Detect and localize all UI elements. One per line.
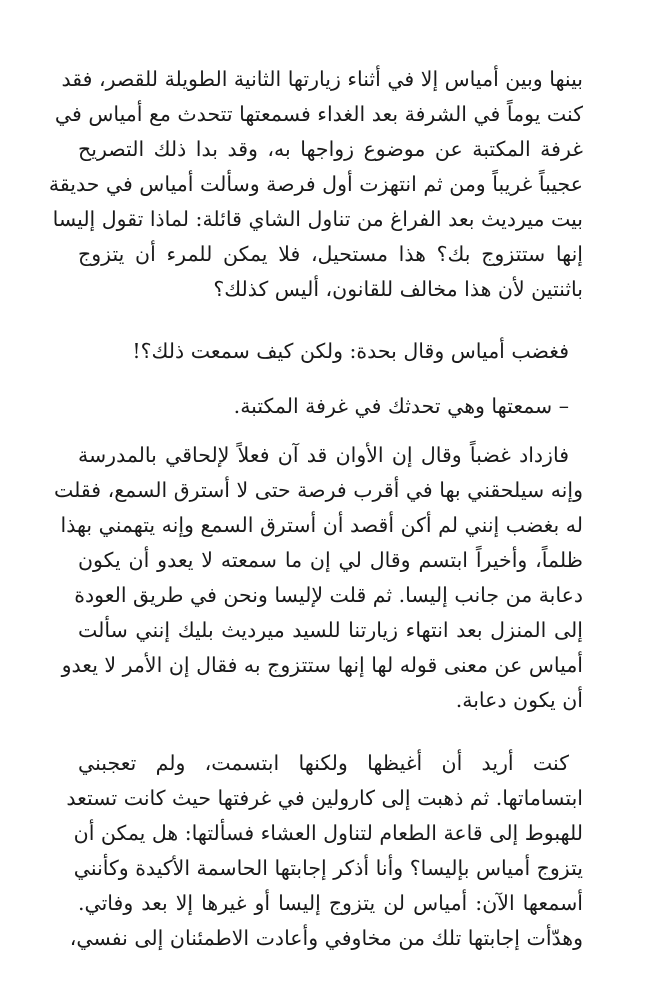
text-line: فازداد غضباً وقال إن الأوان قد آن فعلاً لإلحاقي بالمدرسة <box>78 443 569 467</box>
text-line: بيت ميرديث بعد الفراغ من تناول الشاي قائلة: لماذا تقول إليسا <box>52 207 583 231</box>
dialogue-line: فغضب أمياس وقال بحدة: ولكن كيف سمعت ذلك؟! <box>132 339 569 363</box>
text-line: ابتساماتها. ثم ذهبت إلى كارولين في غرفتها حيث كانت تستعد <box>66 786 583 810</box>
text-line: له بغضب إنني لم أكن أقصد أن أسترق السمع وإنه يتهمني بهذا <box>60 513 583 537</box>
text-line: دعابة من جانب إليسا. ثم قلت لإليسا ونحن في طريق العودة <box>74 583 583 607</box>
text-line: أن يكون دعابة. <box>455 688 583 712</box>
text-line: للهبوط إلى قاعة الطعام لتناول العشاء فسألتها: هل يمكن أن <box>73 821 583 845</box>
text-line: ظلماً، وأخيراً ابتسم وقال لي إن ما سمعته لا يعدو أن يكون <box>78 548 583 572</box>
dialogue-line: – سمعتها وهي تحدثك في غرفة المكتبة. <box>233 394 569 418</box>
text-line: إنها ستتزوج بك؟ هذا مستحيل، فلا يمكن للمرء أن يتزوج <box>78 242 583 266</box>
text-line: يتزوج أمياس بإليسا؟ وأنا أذكر إجابتها الحاسمة الأكيدة وكأنني <box>73 856 583 880</box>
text-line: كنت يوماً في الشرفة بعد الغداء فسمعتها تتحدث مع أمياس في <box>54 102 583 126</box>
text-line: إلى المنزل بعد انتهاء زيارتنا للسيد ميرديث بليك إنني سألت <box>78 618 583 642</box>
text-line: بينها وبين أمياس إلا في أثناء زيارتها الثانية الطويلة للقصر، فقد <box>61 67 583 91</box>
text-line: كنت أريد أن أغيظها ولكنها ابتسمت، ولم تعجبني <box>78 751 569 775</box>
text-line: باثنتين لأن هذا مخالف للقانون، أليس كذلك؟ <box>213 277 583 301</box>
text-line: عجيباً غريباً ومن ثم انتهزت أول فرصة وسألت أمياس في حديقة <box>48 172 583 196</box>
text-line: أمياس عن معنى قوله لها إنها ستتزوج به فقال إن الأمر لا يعدو <box>61 653 583 677</box>
text-line: أسمعها الآن: أمياس لن يتزوج إليسا أو غيرها إلا بعد وفاتي. <box>78 891 583 915</box>
text-line: وهدّأت إجابتها تلك من مخاوفي وأعادت الاطمئنان إلى نفسي، <box>69 926 583 950</box>
text-line: وإنه سيلحقني بها في أقرب فرصة حتى لا أسترق السمع، فقلت <box>54 478 583 502</box>
text-line: غرفة المكتبة عن موضوع زواجها به، وقد بدا ذلك التصريح <box>78 137 583 161</box>
